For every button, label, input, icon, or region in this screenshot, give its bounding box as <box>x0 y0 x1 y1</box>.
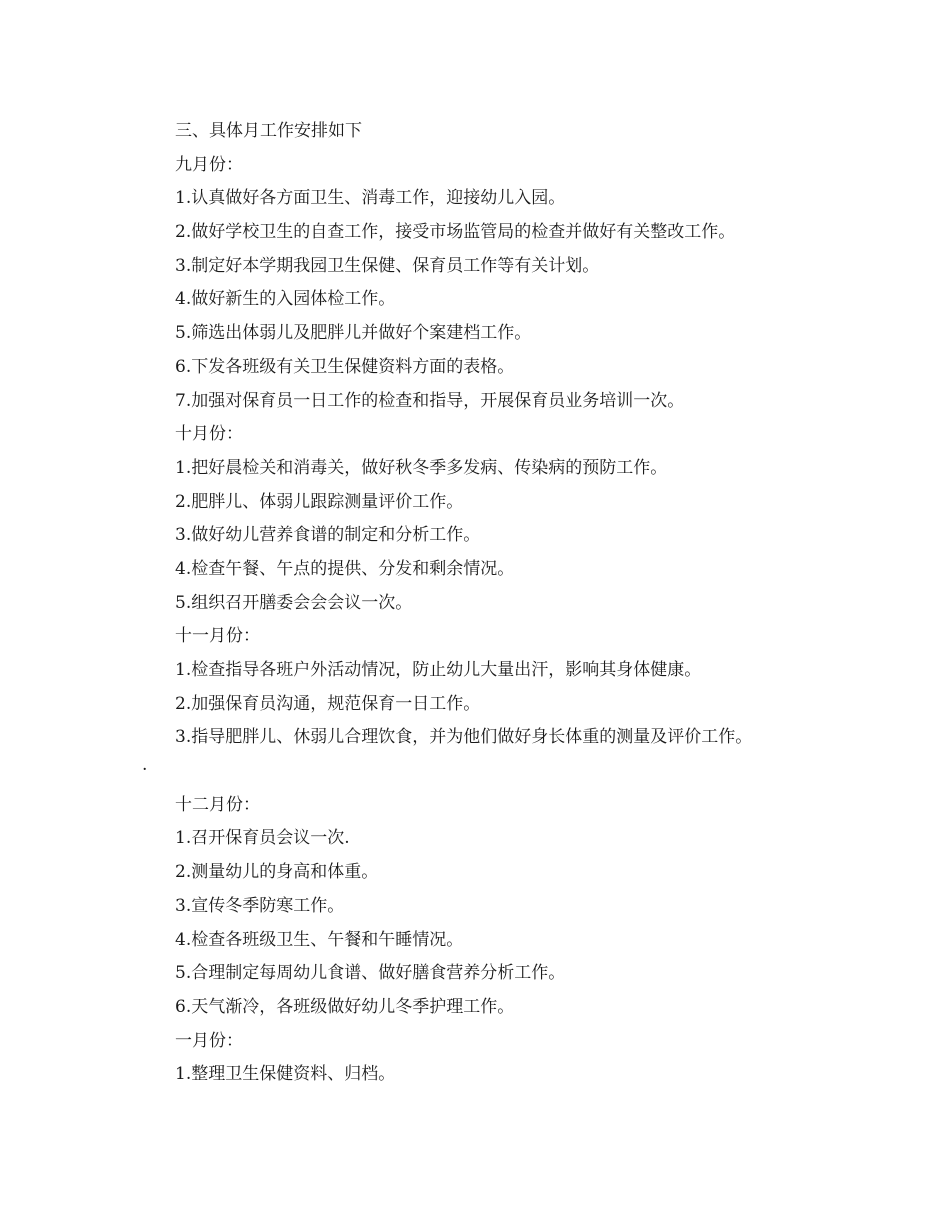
page-break-gap <box>142 755 875 789</box>
section-heading: 三、具体月工作安排如下 <box>175 121 362 141</box>
month-heading-december: 十二月份： <box>175 794 260 815</box>
list-item: 1.召开保育员会议一次. <box>175 828 350 849</box>
list-item: 1.认真做好各方面卫生、消毒工作，迎接幼儿入园。 <box>175 188 566 209</box>
list-item: 2.测量幼儿的身高和体重。 <box>175 862 379 883</box>
month-heading-september: 九月份： <box>175 154 243 175</box>
list-item: 3.制定好本学期我园卫生保健、保育员工作等有关计划。 <box>175 255 600 276</box>
month-heading-november: 十一月份： <box>175 626 260 647</box>
list-item: 3.做好幼儿营养食谱的制定和分析工作。 <box>175 525 481 546</box>
list-item: 1.整理卫生保健资料、归档。 <box>175 1064 396 1085</box>
list-item: 4.检查各班级卫生、午餐和午睡情况。 <box>175 929 464 950</box>
list-item: 2.肥胖儿、体弱儿跟踪测量评价工作。 <box>175 491 464 512</box>
list-item: 2.加强保育员沟通，规范保育一日工作。 <box>175 693 481 714</box>
list-item: 3.指导肥胖儿、休弱儿合理饮食，并为他们做好身长体重的测量及评价工作。 <box>175 727 753 748</box>
document-body <box>142 115 875 1092</box>
list-item: 6.下发各班级有关卫生保健资料方面的表格。 <box>175 356 515 377</box>
month-heading-october: 十月份： <box>175 424 243 445</box>
list-item: 7.加强对保育员一日工作的检查和指导，开展保育员业务培训一次。 <box>175 390 685 411</box>
list-item: 2.做好学校卫生的自查工作，接受市场监管局的检查并做好有关整改工作。 <box>175 222 736 243</box>
list-item: 5.合理制定每周幼儿食谱、做好膳食营养分析工作。 <box>175 963 566 984</box>
list-item: 4.检查午餐、午点的提供、分发和剩余情况。 <box>175 558 515 579</box>
list-item: 1.检查指导各班户外活动情况，防止幼儿大量出汗，影响其身体健康。 <box>175 660 702 680</box>
list-item: 1.把好晨检关和消毒关，做好秋冬季多发病、传染病的预防工作。 <box>175 457 668 478</box>
separator-dot: . <box>142 755 148 776</box>
list-item: 4.做好新生的入园体检工作。 <box>175 289 396 310</box>
list-item: 6.天气渐冷，各班级做好幼儿冬季护理工作。 <box>175 996 515 1017</box>
list-item: 5.组织召开膳委会会会议一次。 <box>175 592 413 613</box>
list-item: 3.宣传冬季防寒工作。 <box>175 895 345 916</box>
list-item: 5.筛选出体弱儿及肥胖儿并做好个案建档工作。 <box>175 323 532 344</box>
month-heading-january: 一月份： <box>175 1030 243 1051</box>
